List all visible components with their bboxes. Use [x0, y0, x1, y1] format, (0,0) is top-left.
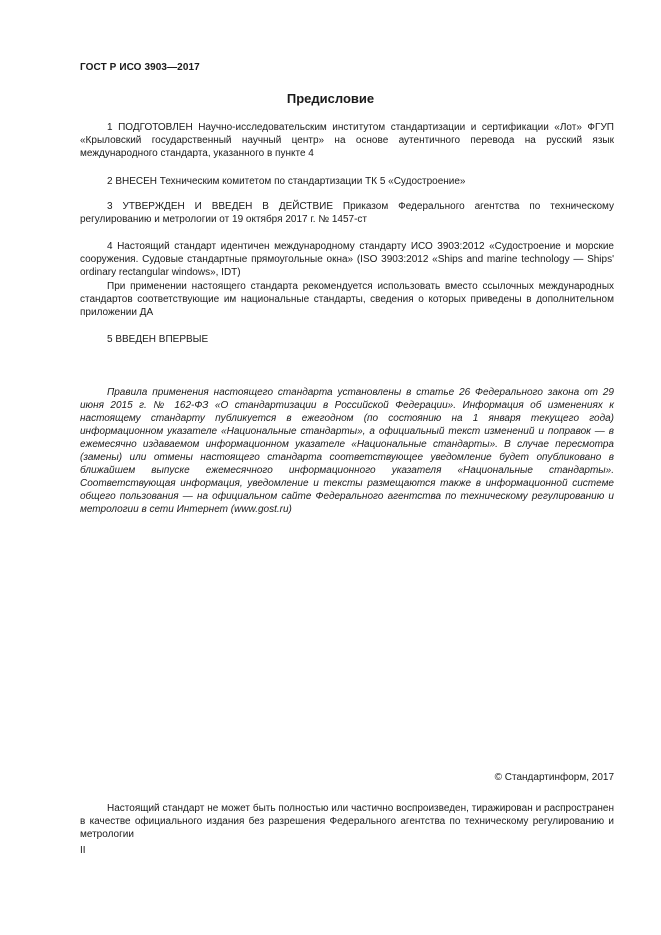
- paragraph-first-introduced: 5 ВВЕДЕН ВПЕРВЫЕ: [107, 334, 209, 345]
- copyright-line: © Стандартинформ, 2017: [494, 772, 614, 783]
- paragraph-identical: 4 Настоящий стандарт идентичен международному стандарту ИСО 3903:2012 «Судостроение и морские сооружения. Судовые стандартные прямоугольные окна» (ISO 3903:2012 «Ships and marine technology — Ships' ordinary rectangular windows», IDT): [80, 241, 614, 278]
- paragraph-references: При применении настоящего стандарта рекомендуется использовать вместо ссылочных международных стандартов соответствующие им национальные стандарты, сведения о которых приведены в дополнительном приложении ДА: [80, 281, 614, 318]
- notice-paragraph: Правила применения настоящего стандарта установлены в статье 26 Федерального закона от 29 июня 2015 г. № 162-ФЗ «О стандартизации в Российской Федерации». Информация об изменениях к настоящему стандарту публикуется в ежегодном (по состоянию на 1 января текущего года) информационном указателе «Национальные стандарты», а официальный текст изменений и поправок — в ежемесячно издаваемом информационном указателе «Национальные стандарты». В случае пересмотра (замены) или отмены настоящего стандарта соответствующее уведомление будет опубликовано в ближайшем выпуске ежемесячного информационного указателя «Национальные стандарты». Соответствующая информация, уведомление и тексты размещаются также в информационной системе общего пользования — на официальном сайте Федерального агентства по техническому регулированию и метрологии в сети Интернет (www.gost.ru): [80, 387, 614, 515]
- reproduction-notice: Настоящий стандарт не может быть полностью или частично воспроизведен, тиражирован и распространен в качестве официального издания без разрешения Федерального агентства по техническому регулированию и метрологии: [80, 803, 614, 840]
- paragraph-prepared: 1 ПОДГОТОВЛЕН Научно-исследовательским институтом стандартизации и сертификации «Лот» ФГУП «Крыловский государственный научный центр» на основе аутентичного перевода на русский язык международного стандарта, указанного в пункте 4: [80, 122, 614, 159]
- document-code: ГОСТ Р ИСО 3903—2017: [80, 62, 200, 73]
- paragraph-introduced: 2 ВНЕСЕН Техническим комитетом по стандартизации ТК 5 «Судостроение»: [107, 176, 466, 187]
- paragraph-approved: 3 УТВЕРЖДЕН И ВВЕДЕН В ДЕЙСТВИЕ Приказом Федерального агентства по техническому регулированию и метрологии от 19 октября 2017 г. № 1457-ст: [80, 201, 614, 225]
- page-title: Предисловие: [286, 91, 375, 106]
- page-number: II: [80, 845, 86, 856]
